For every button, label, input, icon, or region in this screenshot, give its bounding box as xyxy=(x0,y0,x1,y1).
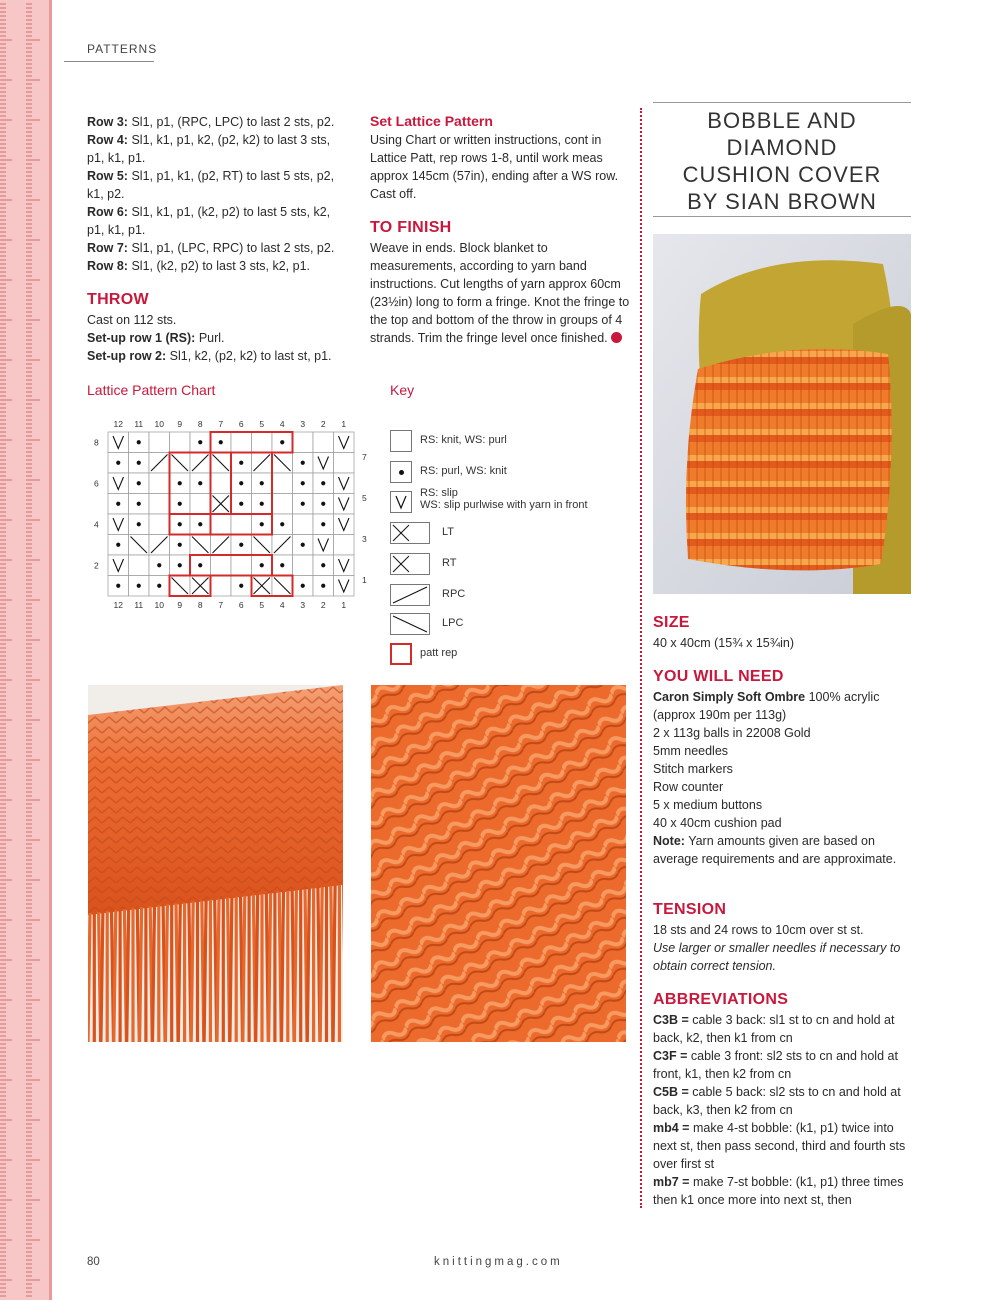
fringe-strand xyxy=(307,889,309,1042)
key-label-line: RS: purl, WS: knit xyxy=(420,465,507,477)
material-3: 5mm needles xyxy=(653,744,729,758)
purl-symbol xyxy=(239,461,243,465)
col-number-top: 7 xyxy=(218,419,224,429)
cushion-photo-image xyxy=(653,234,911,594)
fringe-strand xyxy=(88,913,90,1042)
finish-paragraph: Weave in ends. Block blanket to measurements, according to yarn band instructions. Cut lengths of yarn approx 60cm (23½in) long to form a fringe. Knot the fringe to the top and bottom of the throw in groups of 4 strands. Trim the fringe level once finished. xyxy=(370,241,630,345)
purl-symbol xyxy=(219,440,223,444)
key-purl-symbol xyxy=(390,461,412,483)
purl-symbol xyxy=(239,543,243,547)
col-number-top: 3 xyxy=(300,419,306,429)
key-slip-symbol xyxy=(390,491,412,513)
row-number-right: 3 xyxy=(362,533,367,544)
section-label: PATTERNS xyxy=(87,42,158,56)
row-number-right: 7 xyxy=(362,451,367,462)
key-rpc-symbol xyxy=(390,584,430,606)
col-number-top: 2 xyxy=(320,419,326,429)
throw-instructions xyxy=(87,311,349,365)
chart-cell xyxy=(170,432,191,453)
key-rt-symbol xyxy=(390,553,430,575)
fringe-strand xyxy=(191,901,193,1042)
fringe-strand xyxy=(165,904,167,1042)
row-number-right: 5 xyxy=(362,492,367,503)
purl-symbol xyxy=(137,461,141,465)
chart-cell xyxy=(334,535,355,556)
column-divider xyxy=(640,108,642,1208)
row-number-left: 6 xyxy=(94,478,99,489)
title-line-2: DIAMOND xyxy=(726,135,838,160)
fringe-strand xyxy=(282,891,284,1042)
col-number-top: 8 xyxy=(197,419,203,429)
abbr-c3f: C3F = cable 3 front: sl2 sts to cn and hold at front, k1, then k2 from cn xyxy=(653,1049,898,1081)
purl-symbol xyxy=(198,481,202,485)
note: Note: Yarn amounts given are based on average requirements and are approximate. xyxy=(653,834,897,866)
purl-symbol xyxy=(301,481,305,485)
ruler-ticks xyxy=(0,0,52,1300)
size-heading: SIZE xyxy=(653,614,690,631)
col-number-bottom: 2 xyxy=(320,600,326,610)
purl-symbol xyxy=(260,502,264,506)
key-slip-label xyxy=(420,487,588,511)
row-3: Row 3: Sl1, p1, (RPC, LPC) to last 2 sts, p2. xyxy=(87,115,335,129)
col-number-bottom: 6 xyxy=(238,600,244,610)
purl-symbol xyxy=(137,502,141,506)
fringe-strand xyxy=(333,886,335,1042)
row-number-left: 4 xyxy=(94,519,99,530)
purl-symbol xyxy=(178,502,182,506)
fringe-strand xyxy=(101,912,103,1042)
key-lt-symbol xyxy=(390,522,430,544)
end-mark-icon xyxy=(611,332,622,343)
purl-symbol xyxy=(239,584,243,588)
col-number-bottom: 5 xyxy=(259,600,265,610)
fringe-strand xyxy=(140,907,142,1042)
row-instructions xyxy=(87,113,349,275)
col-number-bottom: 7 xyxy=(218,600,224,610)
finish-text xyxy=(370,239,632,347)
key-rpc-label xyxy=(442,588,465,600)
purl-symbol xyxy=(301,461,305,465)
abbr-mb7: mb7 = make 7-st bobble: (k1, p1) three times then k1 once more into next st, then xyxy=(653,1175,904,1207)
purl-symbol xyxy=(239,481,243,485)
lattice-pattern-chart xyxy=(80,410,380,620)
purl-symbol xyxy=(260,522,264,526)
key-knit-label xyxy=(420,434,507,446)
col-number-top: 12 xyxy=(113,419,123,429)
throw-heading: THROW xyxy=(87,291,149,308)
fringe-strand xyxy=(127,909,129,1042)
key-label-line: RPC xyxy=(442,588,466,600)
purl-symbol xyxy=(178,481,182,485)
ruler-edge xyxy=(49,0,52,1300)
col-number-top: 11 xyxy=(134,419,144,429)
title-line-4: BY SIAN BROWN xyxy=(687,189,877,214)
col-number-top: 4 xyxy=(279,419,285,429)
col-number-top: 1 xyxy=(341,419,347,429)
chart-cell xyxy=(149,494,170,515)
purl-symbol xyxy=(239,502,243,506)
purl-symbol xyxy=(321,481,325,485)
purl-symbol xyxy=(178,563,182,567)
stitch-closeup-image xyxy=(371,685,626,1042)
project-title-box xyxy=(653,102,911,217)
purl-symbol xyxy=(137,522,141,526)
chart-cell xyxy=(252,432,273,453)
section-rule xyxy=(64,61,154,62)
key-patt-rep-symbol xyxy=(390,643,412,665)
key-patt-rep-label xyxy=(420,647,457,659)
purl-symbol xyxy=(178,522,182,526)
purl-symbol xyxy=(321,522,325,526)
key-lpc-symbol xyxy=(390,613,430,635)
chart-cell xyxy=(231,514,252,535)
finish-heading: TO FINISH xyxy=(370,219,452,236)
row-number-left: 2 xyxy=(94,560,99,571)
row-5: Row 5: Sl1, p1, k1, (p2, RT) to last 5 sts, p2, k1, p2. xyxy=(87,169,335,201)
key-label-line: RS: knit, WS: purl xyxy=(420,434,507,446)
chart-cell xyxy=(211,555,232,576)
key-label-line: patt rep xyxy=(420,647,458,659)
purl-symbol xyxy=(260,563,264,567)
purl-symbol xyxy=(280,522,284,526)
purl-symbol xyxy=(137,440,141,444)
key-label-line: RT xyxy=(442,557,457,569)
material-2: 2 x 113g balls in 22008 Gold xyxy=(653,726,811,740)
setup-row-1: Set-up row 1 (RS): Purl. xyxy=(87,331,225,345)
chart-cell xyxy=(293,432,314,453)
key-title: Key xyxy=(390,382,415,398)
purl-symbol xyxy=(260,481,264,485)
purl-symbol xyxy=(321,584,325,588)
chart-cell xyxy=(211,576,232,597)
purl-symbol xyxy=(321,502,325,506)
key-label-line: LPC xyxy=(442,617,464,629)
col-number-bottom: 10 xyxy=(154,600,164,610)
purl-symbol xyxy=(116,502,120,506)
website: knittingmag.com xyxy=(434,1256,563,1268)
row-7: Row 7: Sl1, p1, (LPC, RPC) to last 2 sts, p2. xyxy=(87,241,335,255)
col-number-top: 5 xyxy=(259,419,265,429)
tension-text xyxy=(653,921,913,975)
lattice-heading: Set Lattice Pattern xyxy=(370,113,493,129)
chart-cell xyxy=(293,555,314,576)
fringe-strand xyxy=(256,894,258,1042)
purl-symbol xyxy=(157,584,161,588)
key-label-line: RS: slip xyxy=(420,487,458,499)
materials-list xyxy=(653,688,913,868)
purl-symbol xyxy=(198,440,202,444)
col-number-bottom: 11 xyxy=(134,600,144,610)
fringe-strand xyxy=(230,897,232,1042)
purl-symbol xyxy=(137,481,141,485)
key-lt-label xyxy=(442,526,454,538)
chart-cell xyxy=(211,514,232,535)
cast-on: Cast on 112 sts. xyxy=(87,313,177,327)
fringe-strand xyxy=(178,903,180,1042)
material-5: Row counter xyxy=(653,780,724,794)
row-number-right: 1 xyxy=(362,574,367,585)
col-number-top: 6 xyxy=(238,419,244,429)
purl-symbol xyxy=(178,543,182,547)
col-number-bottom: 3 xyxy=(300,600,306,610)
key-label-line: LT xyxy=(442,526,455,538)
key-rt-label xyxy=(442,557,456,569)
col-number-bottom: 4 xyxy=(279,600,285,610)
purl-symbol xyxy=(116,543,120,547)
purl-symbol xyxy=(137,584,141,588)
material-7: 40 x 40cm cushion pad xyxy=(653,816,782,830)
purl-symbol xyxy=(198,563,202,567)
title-line-3: CUSHION COVER xyxy=(682,162,882,187)
chart-cell xyxy=(129,555,150,576)
row-number-left: 8 xyxy=(94,437,99,448)
chart-cell xyxy=(231,432,252,453)
row-8: Row 8: Sl1, (k2, p2) to last 3 sts, k2, p1. xyxy=(87,259,311,273)
purl-symbol xyxy=(198,522,202,526)
fringe-strand xyxy=(269,893,271,1042)
chart-title: Lattice Pattern Chart xyxy=(87,382,216,398)
abbreviations-heading: ABBREVIATIONS xyxy=(653,991,789,1008)
chart-cell xyxy=(149,432,170,453)
chart-cell xyxy=(313,432,334,453)
chart-cell xyxy=(293,514,314,535)
key-knit-symbol xyxy=(390,430,412,452)
lattice-text: Using Chart or written instructions, cont in Lattice Patt, rep rows 1-8, until work meas approx 145cm (57in), ending after a WS row. Cast off. xyxy=(370,133,619,201)
yarn-line: Caron Simply Soft Ombre 100% acrylic xyxy=(653,690,880,704)
size-text: 40 x 40cm (15¾ x 15¾in) xyxy=(653,636,795,650)
col-number-bottom: 9 xyxy=(177,600,183,610)
fringe-strand xyxy=(294,890,296,1042)
chart-cell xyxy=(272,494,293,515)
chart-cell xyxy=(334,453,355,474)
purl-symbol xyxy=(116,461,120,465)
purl-symbol xyxy=(280,440,284,444)
abbr-c3b: C3B = cable 3 back: sl1 st to cn and hold at back, k2, then k1 from cn xyxy=(653,1013,895,1045)
purl-symbol xyxy=(321,563,325,567)
key-purl-label xyxy=(420,465,507,477)
fringe-strand xyxy=(153,906,155,1042)
col-number-bottom: 8 xyxy=(197,600,203,610)
tension-note: Use larger or smaller needles if necessary to obtain correct tension. xyxy=(653,941,901,973)
row-4: Row 4: Sl1, k1, p1, k2, (p2, k2) to last 3 sts, p1, k1, p1. xyxy=(87,133,331,165)
purl-symbol xyxy=(116,584,120,588)
fringe-strand xyxy=(204,900,206,1042)
title-line-1: BOBBLE AND xyxy=(707,108,857,133)
abbr-mb4: mb4 = make 4-st bobble: (k1, p1) twice into next st, then pass second, third and fourth sts over first st xyxy=(653,1121,906,1171)
chart-cell xyxy=(272,473,293,494)
measuring-ruler xyxy=(0,0,52,1300)
material-1: (approx 190m per 113g) xyxy=(653,708,787,722)
fringe-strand xyxy=(217,899,219,1042)
material-4: Stitch markers xyxy=(653,762,733,776)
fringe-strand xyxy=(320,887,322,1042)
page-number: 80 xyxy=(87,1256,100,1268)
fringe-strand xyxy=(243,896,245,1042)
abbreviations-list xyxy=(653,1011,913,1209)
you-will-need-heading: YOU WILL NEED xyxy=(653,668,784,685)
throw-photo-image xyxy=(88,685,343,1042)
row-6: Row 6: Sl1, k1, p1, (k2, p2) to last 5 sts, k2, p1, k1, p1. xyxy=(87,205,331,237)
key-lpc-label xyxy=(442,617,463,629)
chart-cell xyxy=(211,473,232,494)
col-number-bottom: 1 xyxy=(341,600,347,610)
col-number-bottom: 12 xyxy=(113,600,123,610)
col-number-top: 10 xyxy=(154,419,164,429)
material-6: 5 x medium buttons xyxy=(653,798,763,812)
purl-symbol xyxy=(157,563,161,567)
tension-gauge: 18 sts and 24 rows to 10cm over st st. xyxy=(653,923,864,937)
tension-heading: TENSION xyxy=(653,901,727,918)
purl-symbol xyxy=(301,543,305,547)
col-number-top: 9 xyxy=(177,419,183,429)
chart-cell xyxy=(149,473,170,494)
purl-symbol xyxy=(301,584,305,588)
setup-row-2: Set-up row 2: Sl1, k2, (p2, k2) to last st, p1. xyxy=(87,349,332,363)
purl-symbol xyxy=(280,563,284,567)
purl-symbol xyxy=(301,502,305,506)
cushion-photo xyxy=(653,234,911,594)
fringe-strand xyxy=(114,910,116,1042)
chart-cell xyxy=(231,555,252,576)
throw-photo xyxy=(88,685,343,1042)
key-label-line: WS: slip purlwise with yarn in front xyxy=(420,499,588,511)
chart-cell xyxy=(149,514,170,535)
chart-cell xyxy=(190,494,211,515)
stitch-closeup-photo xyxy=(371,685,626,1042)
abbr-c5b: C5B = cable 5 back: sl2 sts to cn and hold at back, k3, then k2 from cn xyxy=(653,1085,901,1117)
